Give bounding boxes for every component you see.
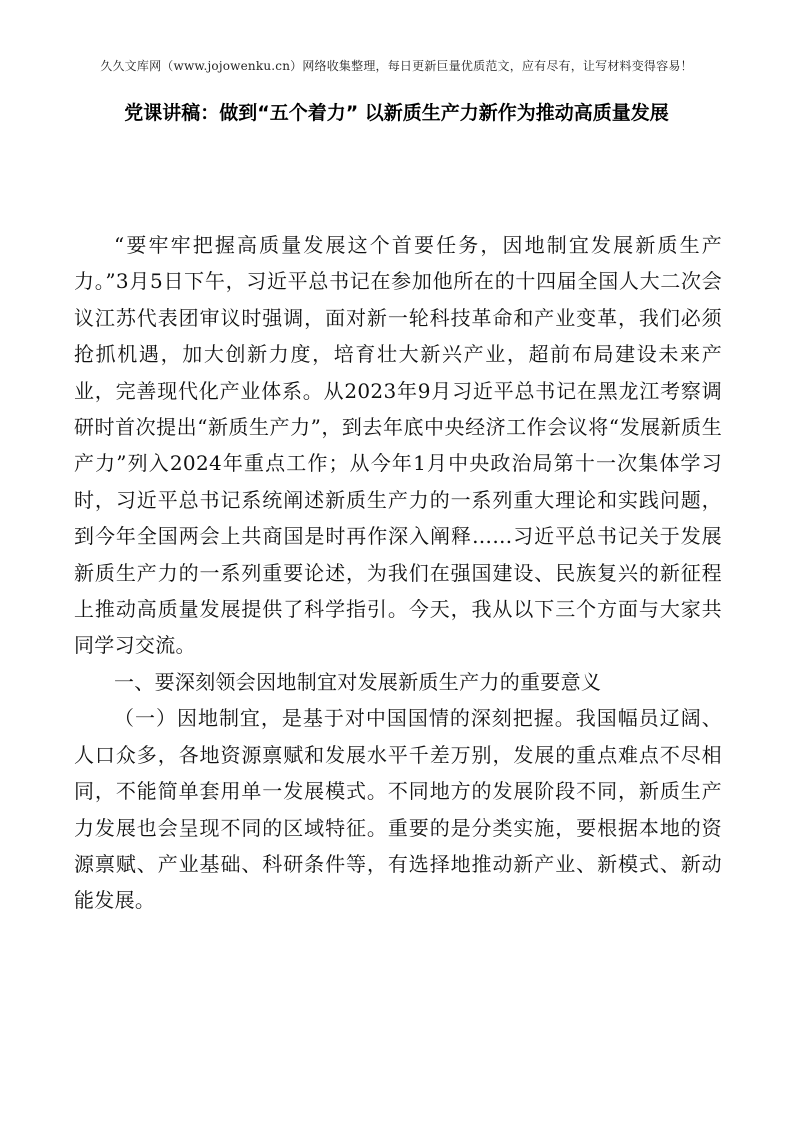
document-title: 党课讲稿：做到“五个着力” 以新质生产力新作为推动高质量发展 — [124, 102, 669, 124]
paragraph-subsection-1: （一）因地制宜，是基于对中国国情的深刻把握。我国幅员辽阔、人口众多，各地资源禀赋和发展水平千差万别，发展的重点难点不尽相同，不能简单套用单一发展模式。不同地方的发展阶段不同，新质生产力发展也会呈现不同的区域特征。重要的是分类实施，要根据本地的资源禀赋、产业基础、科研条件等，有选择地推动新产业、新模式、新动能发展。 — [74, 706, 722, 913]
paragraph-intro: “要牢牢把握高质量发展这个首要任务，因地制宜发展新质生产力。”3月5日下午，习近平总书记在参加他所在的十四届全国人大二次会议江苏代表团审议时强调，面对新一轮科技革命和产业变革，我们必须抢抓机遇，加大创新力度，培育壮大新兴产业，超前布局建设未来产业，完善现代化产业体系。从2023年9月习近平总书记在黑龙江考察调研时首次提出“新质生产力”，到去年底中央经济工作会议将“发展新质生产力”列入2024年重点工作；从今年1月中央政治局第十一次集体学习时，习近平总书记系统阐述新质生产力的一系列重大理论和实践问题，到今年全国两会上共商国是时再作深入阐释……习近平总书记关于发展新质生产力的一系列重要论述，为我们在强国建设、民族复兴的新征程上推动高质量发展提供了科学指引。今天，我从以下三个方面与大家共同学习交流。 — [74, 233, 722, 658]
page-header-watermark: 久久文库网（www.jojowenku.cn）网络收集整理，每日更新巨量优质范文，应有尽有，让写材料变得容易！ — [100, 59, 693, 73]
section-heading-1: 一、要深刻领会因地制宜对发展新质生产力的重要意义 — [114, 669, 602, 694]
document-body — [74, 227, 722, 919]
